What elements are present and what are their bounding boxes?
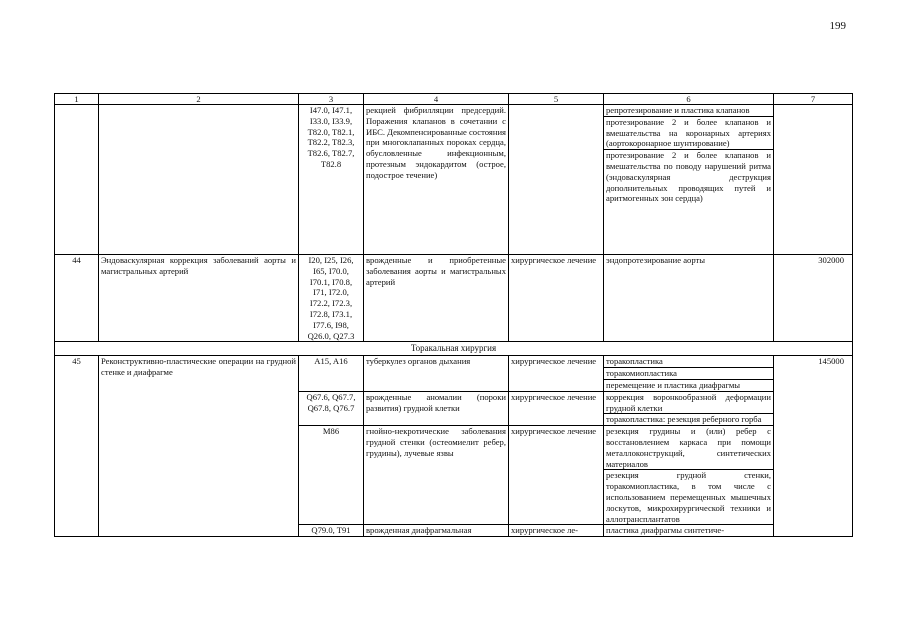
method-item: протезирование 2 и более клапанов и вмешательства по поводу нарушений ритма (эндоваскулярная деструкция дополнительных проводящих путей и аритмогенных зон сердца)	[606, 150, 771, 204]
cell-treatment: хирургическое лечение	[509, 255, 604, 342]
cell-treatment: хирургическое лечение	[509, 426, 604, 525]
cell-cost	[774, 105, 853, 255]
cell-diagnosis: рекцией фибрилляции предсердий. Поражения клапанов в сочетании с ИБС. Декомпенсированные состояния при многоклапанных пороках сердца, обусловленные инфекционным, протезным эндокардитом (острое, подострое течение)	[364, 105, 509, 255]
method-item: резекция грудины и (или) ребер с восстановлением каркаса при помощи металлоконструкций, синтетических материалов	[606, 426, 771, 469]
method-item: торакопластика: резекция реберного горба	[606, 414, 762, 425]
cell-name: Эндоваскулярная коррекция заболеваний аорты и магистральных артерий	[99, 255, 299, 342]
method-item: торакопластика	[604, 356, 773, 368]
cell-codes: I47.0, I47.1, I33.0, I33.9, T82.0, T82.1, T82.2, T82.3, T82.6, T82.7, T82.8	[299, 105, 364, 255]
table-row-45	[55, 356, 853, 391]
col-header-6: 6	[604, 94, 774, 105]
cell-codes: Q67.6, Q67.7, Q67.8, Q76.7	[299, 391, 364, 425]
method-item: резекция грудной стенки, торакомиопластика, в том числе с использованием перемещенных мышечных лоскутов, микрохирургической техники и аллотрансплантатов	[606, 470, 771, 524]
section-header-row	[55, 342, 853, 356]
cell-diagnosis: гнойно-некротические заболевания грудной стенки (остеомиелит ребер, грудины), лучевые язвы	[364, 426, 509, 525]
cell-methods	[604, 525, 774, 537]
cell-methods	[604, 105, 774, 255]
col-header-3: 3	[299, 94, 364, 105]
cell-treatment: хирургическое ле-	[509, 525, 604, 537]
col-header-5: 5	[509, 94, 604, 105]
method-item: протезирование 2 и более клапанов и вмешательства на коронарных артериях (аортокоронарное шунтирование)	[606, 116, 771, 149]
cell-number: 44	[55, 255, 99, 342]
col-header-2: 2	[99, 94, 299, 105]
column-number-row	[55, 94, 853, 105]
method-item: коррекция воронкообразной деформации грудной клетки	[606, 391, 771, 413]
cell-name: Реконструктивно-пластические операции на грудной стенке и диафрагме	[99, 356, 299, 537]
col-header-4: 4	[364, 94, 509, 105]
cell-diagnosis: врожденная диафрагмальная	[364, 525, 509, 537]
cell-codes: Q79.0, T91	[299, 525, 364, 537]
cell-methods	[604, 356, 774, 391]
cell-codes: M86	[299, 426, 364, 525]
method-item: торакомиопластика	[604, 368, 773, 380]
method-item: перемещение и пластика диафрагмы	[606, 379, 741, 390]
cell-cost: 302000	[774, 255, 853, 342]
cell-codes: A15, A16	[299, 356, 364, 391]
cell-treatment	[509, 105, 604, 255]
section-title: Торакальная хирургия	[55, 342, 853, 356]
table-row-continuation	[55, 105, 853, 255]
cell-treatment: хирургическое лечение	[509, 356, 604, 391]
cell-codes: I20, I25, I26, I65, I70.0, I70.1, I70.8, I71, I72.0, I72.2, I72.3, I72.8, I73.1, I77.6, I98, Q26.0, Q27.3	[299, 255, 364, 342]
col-header-7: 7	[774, 94, 853, 105]
cell-method: эндопротезирование аорты	[604, 255, 774, 342]
medical-care-table	[54, 93, 853, 537]
cell-methods	[604, 426, 774, 525]
cell-diagnosis: туберкулез органов дыхания	[364, 356, 509, 391]
method-item: репротезирование и пластика клапанов	[604, 105, 773, 117]
cell-diagnosis: врожденные и приобретенные заболевания аорты и магистральных артерий	[364, 255, 509, 342]
cell-cost: 145000	[774, 356, 853, 537]
col-header-1: 1	[55, 94, 99, 105]
table-row-44	[55, 255, 853, 342]
cell-treatment: хирургическое лечение	[509, 391, 604, 425]
cell-number: 45	[55, 356, 99, 537]
cell-name	[99, 105, 299, 255]
page-number: 199	[829, 20, 846, 32]
cell-diagnosis: врожденные аномалии (пороки развития) грудной клетки	[364, 391, 509, 425]
cell-number	[55, 105, 99, 255]
cell-methods	[604, 391, 774, 425]
method-item: пластика диафрагмы синтетиче-	[606, 525, 725, 536]
